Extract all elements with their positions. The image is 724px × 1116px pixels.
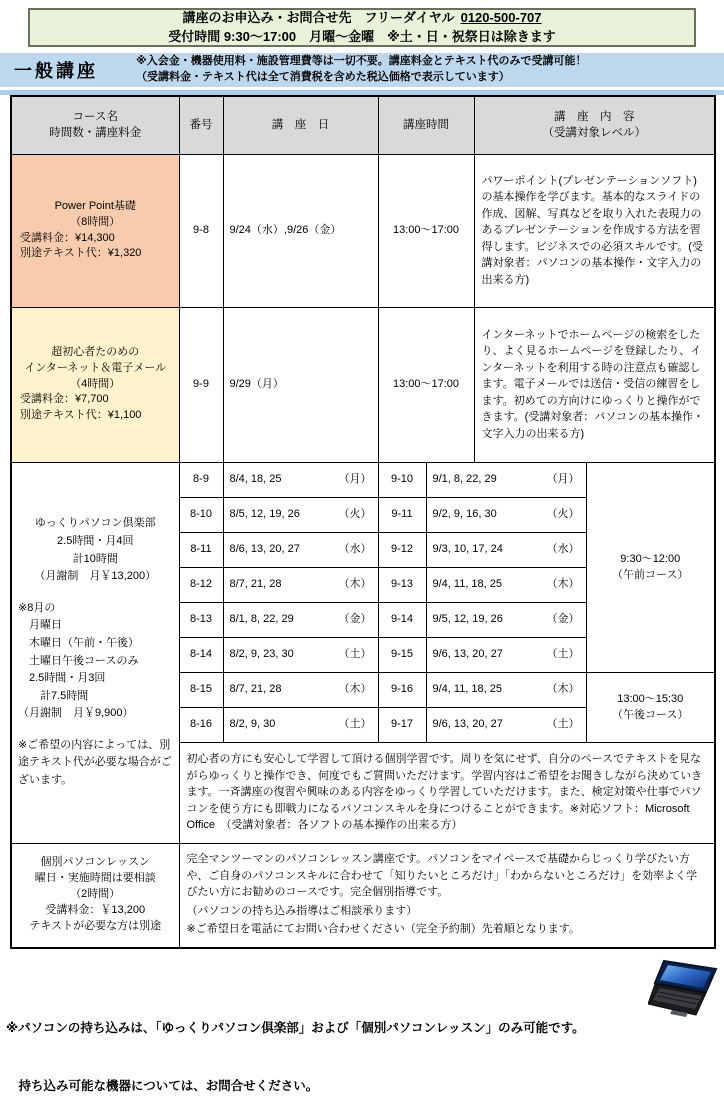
club-weekday: （木） [546, 577, 580, 590]
club-description-cell: 初心者の方にも安心して学習して頂ける個別学習です。周りを気にせず、自分のペースでテキストを見ながらゆっくりと操作でき、何度でもご質問いただけます。学習内容はご希望をお聞きしながら決めていきます。一斉講座の復習や興味のある内容をゆっくり学習していただけます。また、検定対策や仕事でパソコンを使う方にも即戦力になるパソコンスキルを身につけることができます。※対応ソフト：Microsoft Office （受講対象者：各ソフトの基本操作の出来る方） [179, 742, 715, 843]
club-number-cell: 8-10 [179, 497, 223, 532]
footer-line2: 持ち込み可能な機器については、お問合せください。 [6, 1078, 319, 1093]
club-title: ゆっくりパソコン倶楽部 [34, 517, 156, 530]
section-note-1: ※入会金・機器使用料・施設管理費等は一切不要。講座料金とテキスト代のみで受講可能！ [136, 55, 587, 68]
row-private-lesson [11, 843, 715, 948]
club-aug-line: 土曜日午後コースのみ [18, 654, 139, 667]
powerpoint-date-cell: 9/24（水）,9/26（金） [223, 154, 378, 307]
club-dates: 9/6, 13, 20, 27 [432, 647, 503, 660]
club-weekday: （木） [338, 577, 372, 590]
contact-info-box [28, 8, 696, 47]
club-date-cell [426, 462, 586, 497]
club-dates: 9/2, 9, 16, 30 [432, 507, 497, 520]
club-total-hours: 計10時間 [72, 552, 118, 565]
club-number-cell: 8-14 [179, 637, 223, 672]
table-header-row [11, 96, 715, 154]
club-course-cell [11, 462, 179, 843]
club-weekday: （火） [338, 507, 372, 520]
course-fee: 受講料金：¥7,700 [20, 393, 109, 406]
header-time: 講座時間 [378, 96, 474, 154]
morning-label: （午前コース） [612, 569, 689, 581]
private-course-cell [11, 843, 179, 948]
morning-time: 9:30～12:00 [620, 552, 681, 565]
club-date-cell [223, 462, 378, 497]
laptop-icon [648, 956, 724, 1022]
club-date-cell [223, 567, 378, 602]
club-number-cell: 9-17 [378, 707, 426, 742]
club-date-cell [426, 602, 586, 637]
club-weekday: （木） [338, 682, 372, 695]
club-afternoon-time-cell [586, 672, 715, 742]
club-weekday: （月） [546, 472, 580, 485]
private-paragraph-1: 完全マンツーマンのパソコンレッスン講座です。パソコンをマイペースで基礎からじっくり学びたい方や、ご自身のパソコンスキルに合わせて「知りたいところだけ」「わからないところだけ」を効率よく学びたい方にお勧めのコースです。完全個別指導です。 [186, 853, 698, 898]
club-weekday: （火） [546, 507, 580, 520]
course-schedule-table [10, 95, 716, 949]
club-weekday: （月） [338, 472, 372, 485]
club-aug-line: （月謝制 月￥9,900） [18, 707, 134, 720]
club-weekday: （水） [338, 542, 372, 555]
club-date-cell [223, 532, 378, 567]
club-dates: 8/2, 9, 30 [229, 717, 276, 730]
powerpoint-number-cell: 9-8 [179, 154, 223, 307]
club-date-cell [426, 707, 586, 742]
club-date-cell [426, 672, 586, 707]
course-textfee: テキストが必要な方は別途 [29, 920, 162, 933]
club-number-cell: 9-15 [378, 637, 426, 672]
contact-label: 講座のお申込み・お問合せ先 フリーダイヤル [182, 10, 455, 26]
course-textfee: 別途テキスト代：¥1,320 [20, 247, 142, 260]
section-note-2: （受講料金・テキスト代は全て消費税を含めた税込価格で表示しています） [136, 71, 510, 83]
private-content-cell [179, 843, 715, 948]
club-number-cell: 8-15 [179, 672, 223, 707]
club-weekday: （金） [546, 612, 580, 625]
club-weekday: （土） [546, 717, 580, 730]
course-title: Power Point基礎 [54, 199, 136, 212]
powerpoint-course-cell [11, 154, 179, 307]
club-morning-time-cell [586, 462, 715, 672]
row-powerpoint [11, 154, 715, 307]
header-course [11, 96, 179, 154]
club-dates: 8/7, 21, 28 [229, 682, 282, 695]
course-title: 個別パソコンレッスン [40, 856, 150, 869]
club-hours: 2.5時間・月4回 [57, 534, 134, 547]
course-textfee: 別途テキスト代：¥1,100 [20, 409, 142, 422]
course-title: 超初心者たのめの [51, 345, 140, 358]
private-paragraph-2: （パソコンの持ち込み指導はご相談承ります） [186, 904, 418, 917]
course-fee: 受講料金：¥14,300 [20, 231, 115, 244]
section-bar [0, 53, 724, 87]
club-date-cell [426, 567, 586, 602]
club-number-cell: 8-11 [179, 532, 223, 567]
club-dates: 9/1, 8, 22, 29 [432, 472, 497, 485]
course-hours: （8時間） [70, 215, 121, 228]
club-dates: 8/7, 21, 28 [229, 577, 282, 590]
club-date-cell [426, 497, 586, 532]
club-number-cell: 9-12 [378, 532, 426, 567]
club-date-cell [223, 497, 378, 532]
internet-course-cell [11, 307, 179, 462]
club-date-cell [426, 532, 586, 567]
section-title: 一般講座 [14, 61, 98, 81]
club-number-cell: 8-13 [179, 602, 223, 637]
club-number-cell: 9-14 [378, 602, 426, 637]
club-weekday: （土） [546, 647, 580, 660]
club-aug-line: 計7.5時間 [18, 689, 89, 702]
footer-line1: ※パソコンの持ち込みは、「ゆっくりパソコン倶楽部」および「個別パソコンレッスン」のみ可能です。 [6, 1020, 585, 1035]
club-date-cell [223, 707, 378, 742]
club-number-cell: 8-12 [179, 567, 223, 602]
club-weekday: （金） [338, 612, 372, 625]
bring-your-own-pc-note [6, 980, 656, 1116]
club-aug-line: ※8月の [18, 601, 56, 614]
club-dates: 8/1, 8, 22, 29 [229, 612, 294, 625]
club-dates: 8/2, 9, 23, 30 [229, 647, 294, 660]
powerpoint-content-cell: パワーポイント(プレゼンテーションソフト)の基本操作を学びます。基本的なスライドの作成、図解、写真などを取り入れた表現力のあるプレゼンテーションを作成する方法を習得します。ビジネスでの必須スキルです。(受講対象者：パソコンの基本操作・文字入力の出来る方) [474, 154, 715, 307]
club-dates: 8/6, 13, 20, 27 [229, 542, 300, 555]
header-content-line1: 講 座 内 容 [554, 110, 635, 123]
club-august-note [18, 600, 173, 723]
club-dates: 9/4, 11, 18, 25 [432, 577, 503, 590]
course-title2: インターネット＆電子メール [24, 361, 167, 374]
header-course-line1: コース名 [72, 110, 118, 123]
phone-number: 0120-500-707 [460, 10, 542, 26]
course-schedule-note: 曜日・実施時間は要相談 [34, 872, 156, 885]
course-hours: （2時間） [70, 888, 121, 901]
club-aug-line: 2.5時間・月3回 [18, 672, 106, 685]
club-weekday: （水） [546, 542, 580, 555]
section-notes [136, 54, 586, 86]
powerpoint-time-cell: 13:00～17:00 [378, 154, 474, 307]
internet-content-cell: インターネットでホームページの検索をしたり、よく見るホームページを登録したり、インターネットを利用する時の注意点も確認します。電子メールでは送信・受信の練習をします。初めての方向けにゆっくりと操作ができます。(受講対象者：パソコンの基本操作・文字入力の出来る方) [474, 307, 715, 462]
header-number: 番号 [179, 96, 223, 154]
club-dates: 9/6, 13, 20, 27 [432, 717, 503, 730]
header-date: 講 座 日 [223, 96, 378, 154]
club-date-cell [223, 637, 378, 672]
course-fee: 受講料金：￥13,200 [45, 904, 146, 917]
course-hours: （4時間） [70, 377, 121, 390]
header-content-line2: （受講対象レベル） [542, 127, 646, 140]
row-internet-email [11, 307, 715, 462]
club-number-cell: 9-10 [378, 462, 426, 497]
afternoon-time: 13:00～15:30 [617, 692, 684, 705]
club-course-top [18, 515, 173, 585]
club-monthly-fee: （月謝制 月￥13,200） [34, 570, 157, 583]
club-weekday: （木） [546, 682, 580, 695]
club-number-cell: 9-11 [378, 497, 426, 532]
internet-number-cell: 9-9 [179, 307, 223, 462]
club-dates: 8/4, 18, 25 [229, 472, 282, 485]
club-dates: 9/3, 10, 17, 24 [432, 542, 503, 555]
header-content [474, 96, 715, 154]
private-paragraph-3: ※ご希望日を電話にてお問い合わせください（完全予約制）先着順となります。 [186, 923, 580, 935]
club-number-cell: 9-16 [378, 672, 426, 707]
club-number-cell: 8-16 [179, 707, 223, 742]
club-number-cell: 9-13 [378, 567, 426, 602]
club-aug-line: 木曜日（午前・午後） [18, 636, 139, 649]
club-dates: 8/5, 12, 19, 26 [229, 507, 300, 520]
header-course-line2: 時間数・講座料金 [49, 127, 142, 140]
club-weekday: （土） [338, 647, 372, 660]
internet-time-cell: 13:00～17:00 [378, 307, 474, 462]
afternoon-label: （午後コース） [612, 709, 689, 721]
club-aug-line: 月曜日 [18, 619, 62, 632]
internet-date-cell: 9/29（月） [223, 307, 378, 462]
club-number-cell: 8-9 [179, 462, 223, 497]
club-weekday: （土） [338, 717, 372, 730]
club-dates: 9/4, 11, 18, 25 [432, 682, 503, 695]
contact-line2: 受付時間 9:30～17:00 月曜～金曜 ※土・日・祝祭日は除きます [168, 28, 556, 44]
contact-line1 [182, 9, 541, 27]
club-dates: 9/5, 12, 19, 26 [432, 612, 503, 625]
club-date-cell [223, 672, 378, 707]
club-date-cell [426, 637, 586, 672]
club-date-cell [223, 602, 378, 637]
club-row-1 [11, 462, 715, 497]
club-text-fee-note: ※ご希望の内容によっては、別途テキスト代が必要な場合がございます。 [18, 738, 172, 787]
